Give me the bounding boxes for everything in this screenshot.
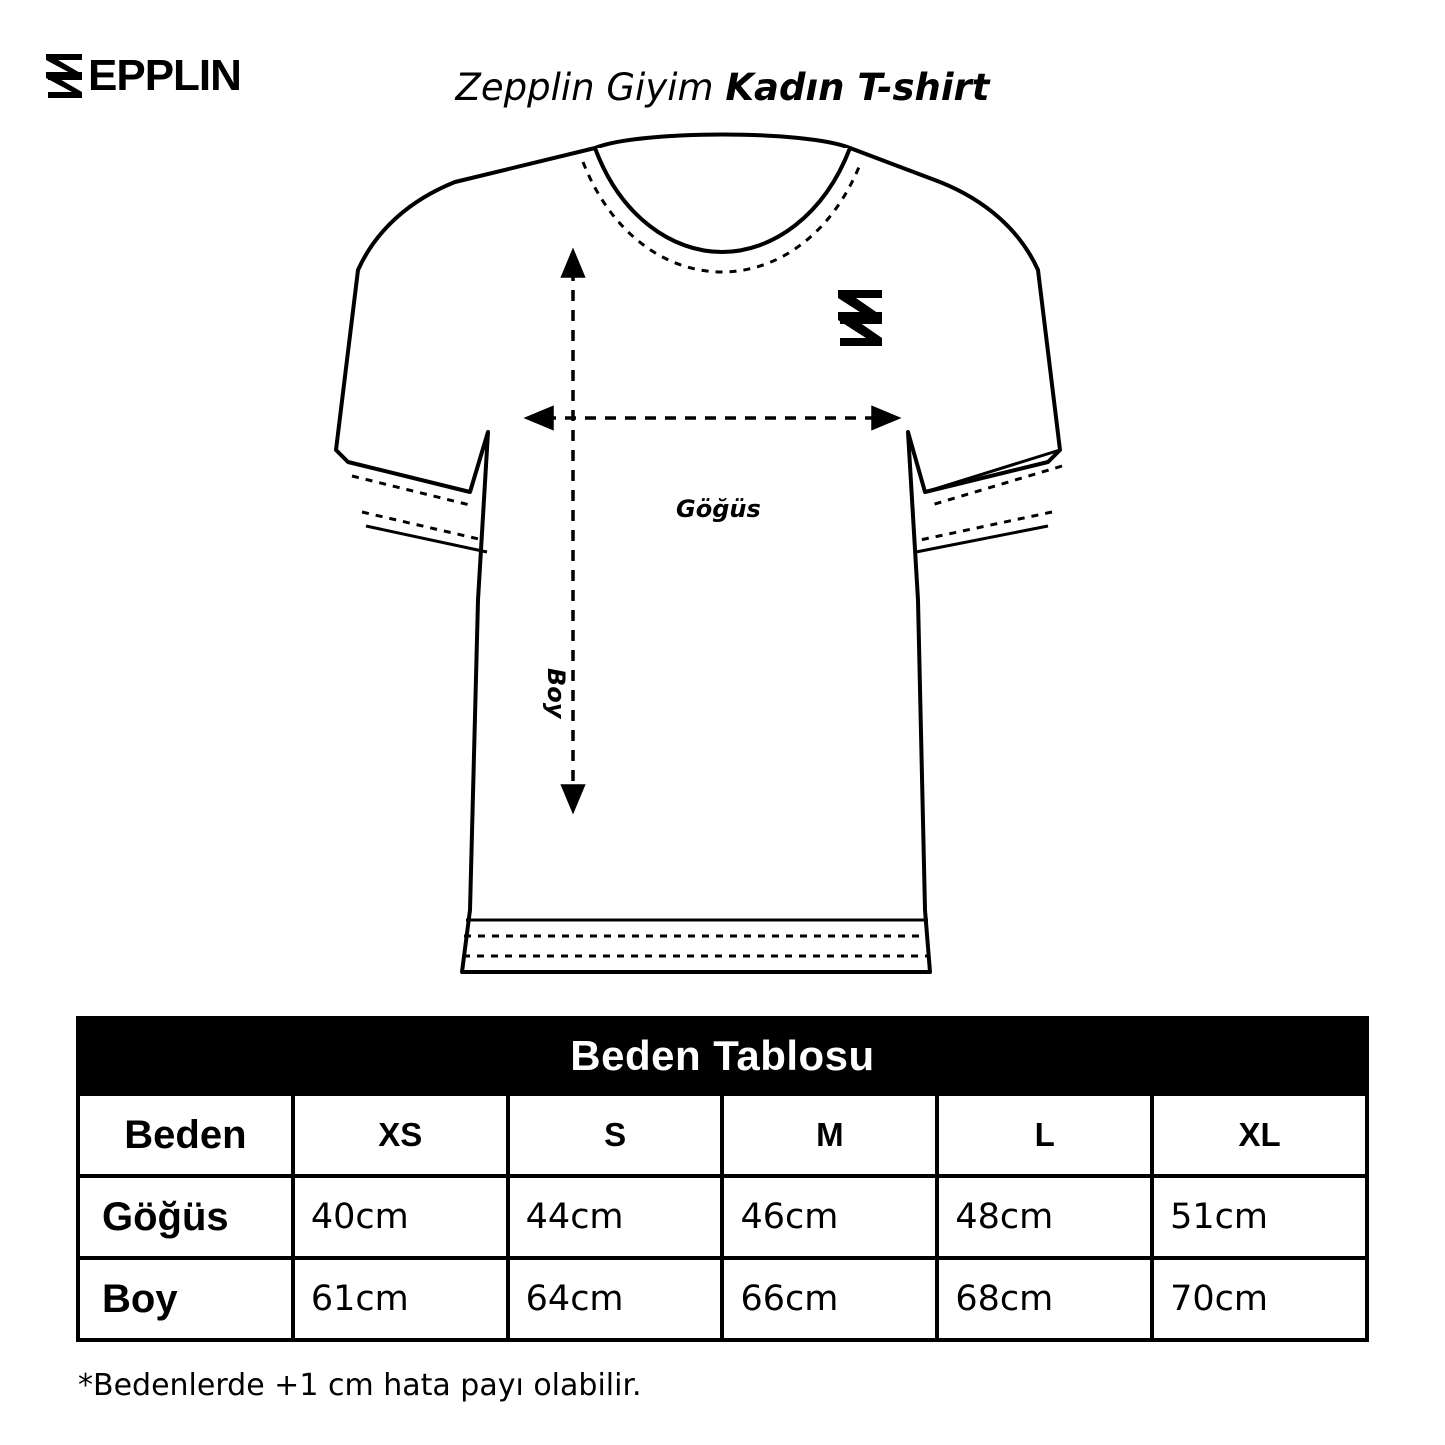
size-table (76, 1016, 1369, 1342)
page-title (0, 66, 1445, 109)
row-label-boy: Boy (78, 1258, 293, 1340)
page-title-light: Zepplin Giyim (455, 66, 726, 109)
womens-tshirt-outline (336, 135, 1062, 973)
cell-gogus-xs: 40cm (293, 1176, 508, 1258)
row-label-gogus: Göğüs (78, 1176, 293, 1258)
cell-gogus-l: 48cm (937, 1176, 1152, 1258)
cell-boy-l: 68cm (937, 1258, 1152, 1340)
column-header-s: S (508, 1094, 723, 1176)
cell-boy-m: 66cm (722, 1258, 937, 1340)
cell-boy-xl: 70cm (1152, 1258, 1367, 1340)
page-title-bold: Kadın T-shirt (725, 66, 990, 109)
cell-gogus-m: 46cm (722, 1176, 937, 1258)
footnote: *Bedenlerde +1 cm hata payı olabilir. (78, 1368, 642, 1403)
size-table-title: Beden Tablosu (78, 1018, 1367, 1094)
table-title-row (78, 1018, 1367, 1094)
size-table-wrapper (76, 1016, 1369, 1342)
chest-measure-label: Göğüs (676, 495, 761, 523)
column-header-xl: XL (1152, 1094, 1367, 1176)
table-row (78, 1258, 1367, 1340)
header (0, 0, 1445, 135)
cell-boy-s: 64cm (508, 1258, 723, 1340)
table-row (78, 1176, 1367, 1258)
column-header-l: L (937, 1094, 1152, 1176)
length-measure-label: Boy (542, 668, 570, 719)
cell-gogus-s: 44cm (508, 1176, 723, 1258)
brand-name: EPPLIN (88, 51, 241, 100)
cell-boy-xs: 61cm (293, 1258, 508, 1340)
column-header-xs: XS (293, 1094, 508, 1176)
column-header-m: M (722, 1094, 937, 1176)
cell-gogus-xl: 51cm (1152, 1176, 1367, 1258)
tshirt-illustration (0, 120, 1445, 1000)
column-header-beden: Beden (78, 1094, 293, 1176)
table-header-row (78, 1094, 1367, 1176)
